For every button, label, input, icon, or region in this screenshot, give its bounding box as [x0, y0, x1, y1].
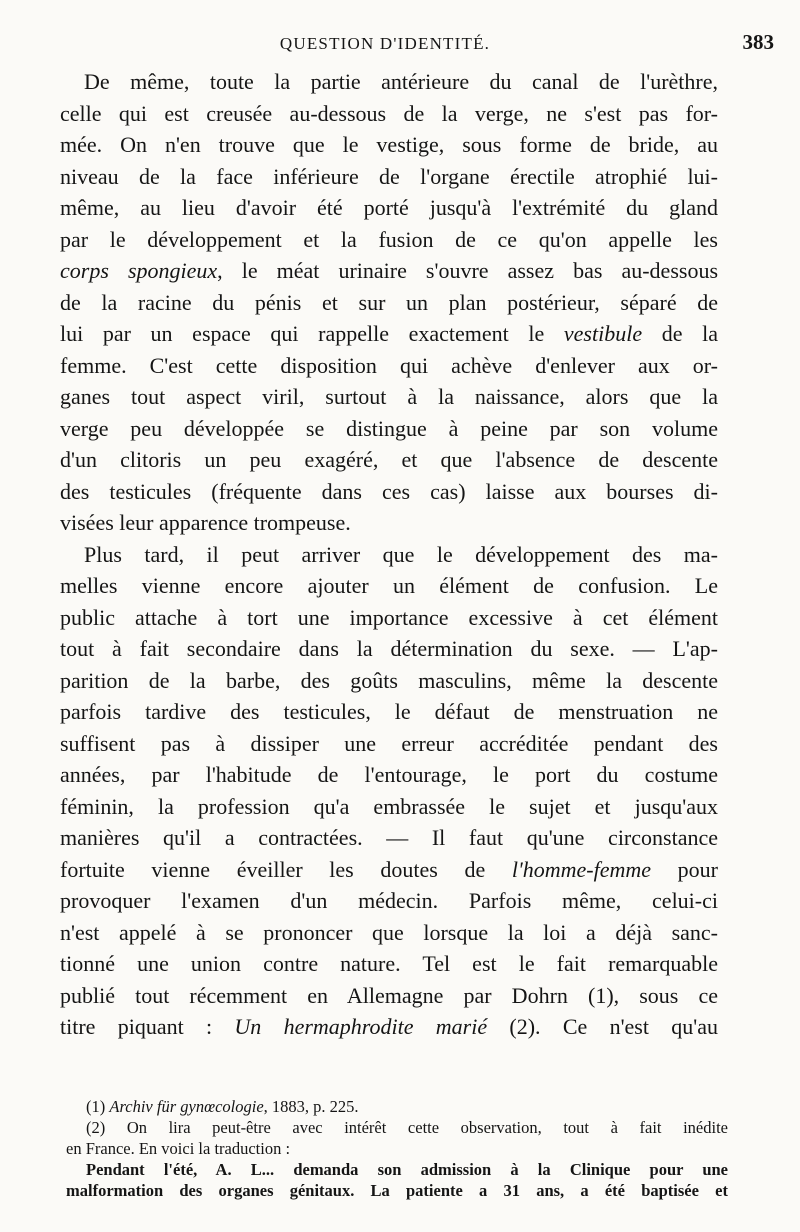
text-line: Plus tard, il peut arriver que le développement des ma- [84, 541, 718, 567]
text-line: tionné une union contre nature. Tel est le fait remarquable [60, 951, 718, 976]
text-run: (1) [86, 1097, 110, 1116]
footnote-line: en France. En voici la traduction : [66, 1139, 291, 1158]
footnote-line: (2) On lira peut-être avec intérêt cette observation, tout à fait inédite [86, 1118, 728, 1137]
italic-term: Archiv für gynœcologie [109, 1097, 264, 1116]
text-line: provoquer l'examen d'un médecin. Parfois même, celui-ci [60, 888, 718, 913]
italic-term: corps spongieux [60, 258, 218, 283]
text-line: visées leur apparence trompeuse. [60, 510, 351, 535]
text-line: parfois tardive des testicules, le défaut de menstruation ne [60, 699, 718, 724]
italic-term: l'homme-femme [511, 856, 652, 882]
text-run: , le méat urinaire s'ouvre assez bas au-dessous [217, 258, 718, 283]
text-line: féminin, la profession qu'a embrassée le sujet et jusqu'aux [60, 793, 718, 819]
text-line: n'est appelé à se prononcer que lorsque la loi a déjà sanc- [60, 919, 718, 945]
body-text [60, 66, 718, 1043]
footnote-line: Pendant l'été, A. L... demanda son admission à la Clinique pour une [86, 1160, 728, 1179]
text-line: mée. On n'en trouve que le vestige, sous forme de bride, au [60, 132, 718, 157]
text-line: verge peu développée se distingue à peine par son volume [60, 415, 718, 441]
text-line: femme. C'est cette disposition qui achève d'enlever aux or- [60, 352, 718, 378]
text-line [60, 854, 718, 886]
text-line: tout à fait secondaire dans la détermination du sexe. — L'ap- [60, 636, 718, 661]
text-line: melles vienne encore ajouter un élément de confusion. Le [60, 573, 718, 598]
text-line: de la racine du pénis et sur un plan postérieur, séparé de [60, 289, 718, 315]
text-run: titre piquant : [60, 1014, 235, 1039]
running-head [0, 30, 800, 60]
page-number: 383 [742, 30, 774, 54]
italic-term: vestibule [563, 321, 643, 346]
text-line: parition de la barbe, des goûts masculins, même la descente [60, 667, 718, 693]
text-line: suffisent pas à dissiper une erreur accréditée pendant des [60, 730, 718, 756]
text-run: pour [651, 856, 718, 882]
italic-term: Un hermaphrodite marié [234, 1014, 488, 1039]
text-run: fortuite vienne éveiller les doutes de [60, 856, 512, 882]
running-title: QUESTION D'IDENTITÉ. [279, 34, 491, 53]
text-line [60, 255, 718, 287]
footnotes [66, 1096, 728, 1201]
footnote-line [66, 1096, 728, 1117]
text-line: même, au lieu d'avoir été porté jusqu'à l'extrémité du gland [60, 195, 718, 220]
text-line: niveau de la face inférieure de l'organe érectile atrophié lui- [60, 163, 718, 189]
text-line [60, 318, 718, 350]
text-line [60, 1011, 718, 1043]
text-run: lui par un espace qui rappelle exactement le [60, 321, 564, 346]
text-line: d'un clitoris un peu exagéré, et que l'absence de descente [60, 447, 718, 472]
text-line: des testicules (fréquente dans ces cas) laisse aux bourses di- [60, 478, 718, 504]
text-line: public attache à tort une importance excessive à cet élément [60, 604, 718, 630]
text-line: années, par l'habitude de l'entourage, le port du costume [60, 762, 718, 787]
text-line: celle qui est creusée au-dessous de la verge, ne s'est pas for- [60, 100, 718, 126]
text-line: manières qu'il a contractées. — Il faut qu'une circonstance [60, 825, 718, 850]
text-run: (2). Ce n'est qu'au [487, 1014, 718, 1039]
text-line: publié tout récemment en Allemagne par Dohrn (1), sous ce [60, 982, 718, 1008]
text-run: , 1883, p. 225. [263, 1097, 359, 1116]
text-line: De même, toute la partie antérieure du canal de l'urèthre, [84, 69, 718, 94]
footnote-line: malformation des organes génitaux. La patiente a 31 ans, a été baptisée et [66, 1181, 728, 1200]
text-line: ganes tout aspect viril, surtout à la naissance, alors que la [60, 384, 718, 409]
text-line: par le développement et la fusion de ce qu'on appelle les [60, 226, 718, 252]
text-run: de la [642, 321, 718, 346]
